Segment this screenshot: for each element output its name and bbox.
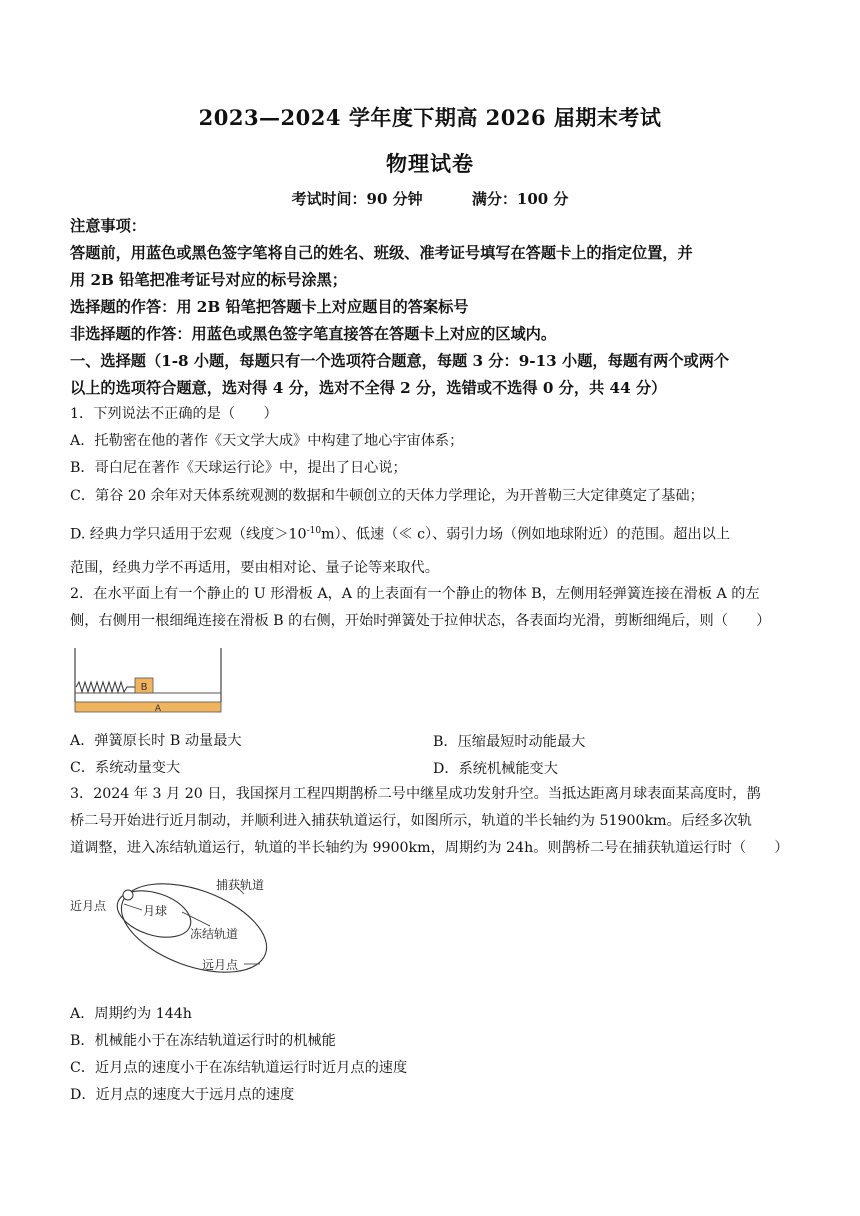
q3-stem: 3．2024 年 3 月 20 日，我国探月工程四期鹊桥二号中继星成功发射升空。当抵达距离月球表面某高度时，鹊: [70, 786, 761, 802]
q3-stem-cont2: 道调整，进入冻结轨道运行，轨道的半长轴约为 9900km，周期约为 24h。则鹊桥二号在捕获轨道运行时（ ）: [70, 840, 789, 856]
exam-subtitle: 物理试卷: [386, 151, 474, 176]
q3-option-a: A．周期约为 144h: [70, 1006, 192, 1022]
notice-line: 答题前，用蓝色或黑色签字笔将自己的姓名、班级、准考证号填写在答题卡上的指定位置，并: [70, 244, 693, 262]
capture-orbit-label: 捕获轨道: [216, 878, 265, 892]
q3-orbit-figure: [70, 870, 290, 990]
notice-line: 选择题的作答：用 2B 铅笔把答题卡上对应题目的答案标号: [70, 298, 469, 316]
section-heading: 一、选择题（1-8 小题，每题只有一个选项符合题意，每题 3 分：9-13 小题，每题有两个或两个: [70, 352, 730, 370]
q3-option-c: C．近月点的速度小于在冻结轨道运行时近月点的速度: [70, 1060, 408, 1076]
q1-d-post: m）、低速（≪ c）、弱引力场（例如地球附近）的范围。超出以上: [321, 526, 731, 543]
q3-stem-cont: 桥二号开始进行近月制动，并顺利进入捕获轨道运行，如图所示，轨道的半长轴约为 51900km。后经多次轨: [70, 813, 752, 829]
notice-line: 非选择题的作答：用蓝色或黑色签字笔直接答在答题卡上对应的区域内。: [70, 325, 556, 343]
q1-option-c: C．第谷 20 余年对天体系统观测的数据和牛顿创立的天体力学理论，为开普勒三大定律奠定了基础；: [70, 488, 704, 504]
exam-title: 2023—2024 学年度下期高 2026 届期末考试: [198, 105, 662, 130]
q2-option-a: A．弹簧原长时 B 动量最大: [70, 733, 242, 749]
q1-d-exponent: -10: [306, 526, 322, 536]
board-a-base: [75, 702, 221, 712]
near-point-label: 近月点: [70, 899, 107, 913]
exam-time: 考试时间：90 分钟: [291, 190, 423, 208]
block-b-label: B: [140, 682, 148, 693]
notice-line: 用 2B 铅笔把准考证号对应的标号涂黑；: [70, 271, 347, 289]
far-point-label: 远月点: [202, 958, 239, 972]
q3-option-d: D．近月点的速度大于远月点的速度: [70, 1087, 295, 1103]
q3-option-b: B．机械能小于在冻结轨道运行时的机械能: [70, 1033, 336, 1049]
frozen-orbit-label: 冻结轨道: [190, 927, 239, 941]
satellite-dot: [123, 890, 133, 900]
moon-leader: [124, 904, 142, 910]
q1-option-b: B．哥白尼在著作《天球运行论》中，提出了日心说；: [70, 460, 407, 476]
section-heading-cont: 以上的选项符合题意，选对得 4 分，选对不全得 2 分，选错或不选得 0 分，共 44 分）: [70, 379, 667, 397]
spring: [76, 682, 135, 692]
q2-figure: [70, 644, 230, 716]
board-a-label: A: [154, 704, 162, 714]
q2-option-b: B．压缩最短时动能最大: [433, 734, 586, 750]
q2-stem: 2．在水平面上有一个静止的 U 形滑板 A，A 的上表面有一个静止的物体 B，左侧用轻弹簧连接在滑板 A 的左: [70, 586, 760, 602]
q2-stem-cont: 侧，右侧用一根细绳连接在滑板 B 的右侧，开始时弹簧处于拉伸状态，各表面均光滑，剪断细绳后，则（ ）: [70, 613, 771, 629]
moon-label: 月球: [143, 904, 168, 918]
q1-d-pre: D. 经典力学只适用于宏观（线度＞10: [70, 526, 307, 543]
full-score: 满分：100 分: [471, 190, 569, 208]
q1-stem: 1．下列说法不正确的是（ ）: [70, 406, 278, 422]
q1-option-d-cont: 范围，经典力学不再适用，要由相对论、量子论等来取代。: [70, 560, 439, 576]
exam-meta: [0, 188, 860, 209]
q1-option-d: [70, 521, 795, 545]
notice-heading: 注意事项：: [70, 217, 146, 235]
q2-option-d: D．系统机械能变大: [433, 761, 558, 777]
frozen-leader: [182, 912, 210, 926]
q2-option-c: C．系统动量变大: [70, 760, 181, 776]
q1-option-a: A．托勒密在他的著作《天文学大成》中构建了地心宇宙体系；: [70, 433, 464, 449]
